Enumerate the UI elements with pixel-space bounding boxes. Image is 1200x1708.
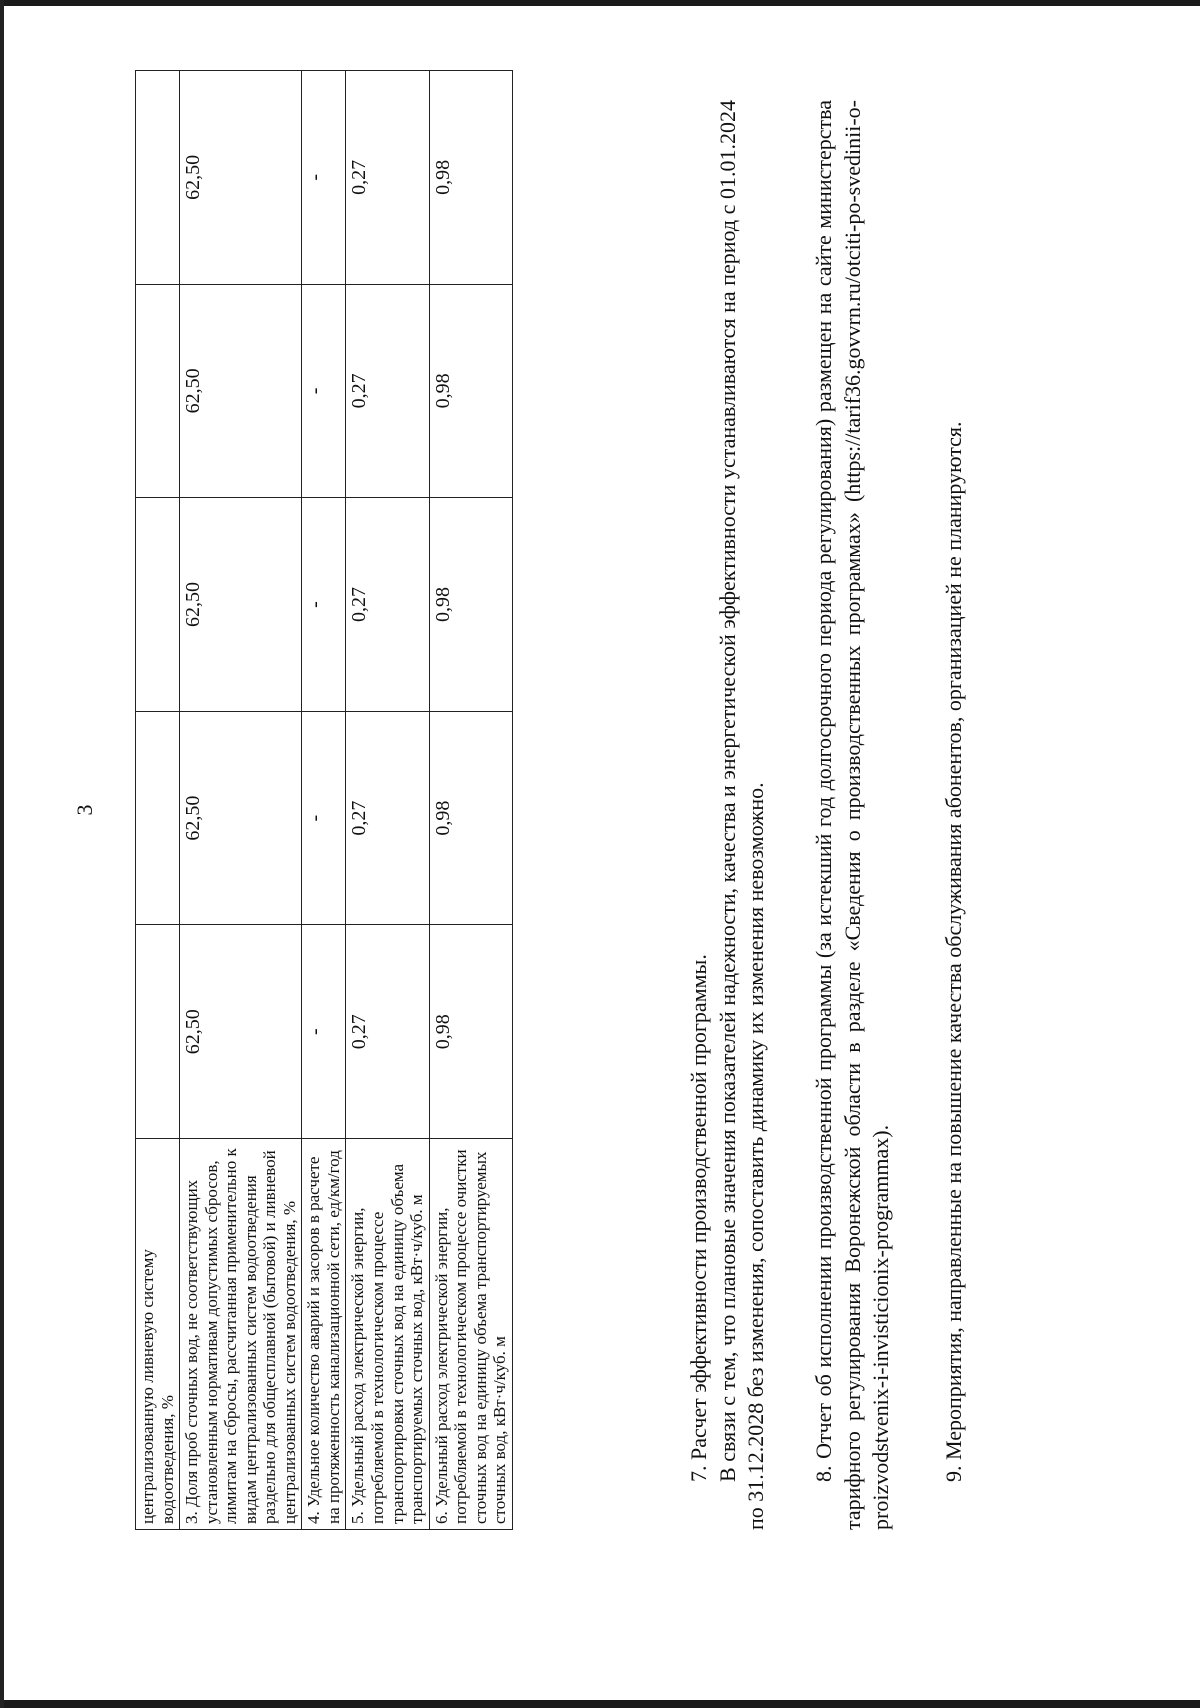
indicator-value xyxy=(136,498,180,712)
indicator-value: - xyxy=(302,71,346,285)
indicator-value xyxy=(136,711,180,925)
indicator-value: 0,98 xyxy=(429,71,512,285)
indicator-value: 0,27 xyxy=(346,284,429,498)
indicator-value: 0,98 xyxy=(429,925,512,1139)
scan-edge-top xyxy=(0,0,1200,6)
indicator-value: 0,98 xyxy=(429,711,512,925)
scan-edge-bottom xyxy=(0,1700,1200,1708)
section-9 xyxy=(940,100,969,1530)
indicator-description: 5. Удельный расход электрической энергии, потребляемой в технологическом процессе транспортировки сточных вод на единицу объема транспортируемых сточных вод, кВт·ч/куб. м xyxy=(346,1139,429,1530)
indicator-value: - xyxy=(302,284,346,498)
section-7 xyxy=(685,100,771,1530)
table-row xyxy=(136,71,180,1530)
table-row xyxy=(180,71,302,1530)
indicator-description: 4. Удельное количество аварий и засоров в расчете на протяженность канализационной сети, ед/км/год xyxy=(302,1139,346,1530)
section-8 xyxy=(810,100,896,1530)
indicator-value: 62,50 xyxy=(180,925,302,1139)
indicator-value: - xyxy=(302,711,346,925)
indicator-description: 6. Удельный расход электрической энергии, потребляемой в технологическом процессе очистки сточных вод на единицу объема транспортируемых сточных вод, кВт·ч/куб. м xyxy=(429,1139,512,1530)
indicator-value: 62,50 xyxy=(180,284,302,498)
scan-edge-left xyxy=(0,0,4,1708)
indicator-value: 62,50 xyxy=(180,711,302,925)
document-page xyxy=(60,60,1100,1560)
indicator-value: - xyxy=(302,498,346,712)
indicator-value: 0,27 xyxy=(346,498,429,712)
indicator-value: 0,98 xyxy=(429,498,512,712)
section-7-text: В связи с тем, что плановые значения показателей надежности, качества и энергетической эффективности устанавливаются на период с 01.01.2024 по 31.12.2028 без изменения, сопоставить динамику их изменения невозможно. xyxy=(714,100,769,1530)
indicator-value: 0,27 xyxy=(346,925,429,1139)
indicator-value: 0,27 xyxy=(346,71,429,285)
indicator-description: централизованную ливневую систему водоотведения, % xyxy=(136,1139,180,1530)
indicator-value: 62,50 xyxy=(180,71,302,285)
section-7-heading: 7. Расчет эффективности производственной программы. xyxy=(686,954,711,1482)
indicator-value: 0,98 xyxy=(429,284,512,498)
table-row xyxy=(346,71,429,1530)
indicator-value xyxy=(136,925,180,1139)
indicator-description: 3. Доля проб сточных вод, не соответствующих установленным нормативам допустимых сбросов, лимитам на сбросы, рассчитанная применительно к видам централизованных систем водоотведения раздельно для общесплавной (бытовой) и ливневой централизованных систем водоотведения, % xyxy=(180,1139,302,1530)
page-number: 3 xyxy=(72,804,97,816)
section-9-text: 9. Мероприятия, направленные на повышение качества обслуживания абонентов, организацией не планируются. xyxy=(941,421,966,1482)
table-row xyxy=(302,71,346,1530)
indicator-value xyxy=(136,284,180,498)
indicator-value xyxy=(136,71,180,285)
indicator-value: - xyxy=(302,925,346,1139)
indicators-table xyxy=(135,70,513,1530)
section-8-text: 8. Отчет об исполнении производственной программы (за истекший год долгосрочного периода регулирования) размещен на сайте министерства тарифного регулирования Воронежской области в разделе «Сведения о производственных программах» (https://tarif36.govvrn.ru/otciti-po-svedinii-o-proizvodstvenix-i-invisticionix-programmax). xyxy=(811,100,894,1530)
indicator-value: 0,27 xyxy=(346,711,429,925)
table-row xyxy=(429,71,512,1530)
indicator-value: 62,50 xyxy=(180,498,302,712)
